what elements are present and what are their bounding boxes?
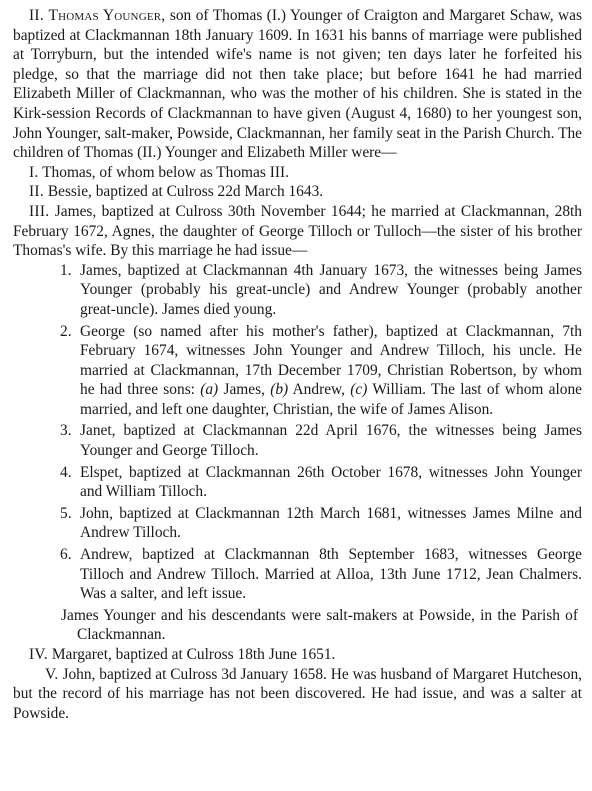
child-numeral: I. [29,163,39,181]
issue-text: James, [218,381,271,399]
issue-number: 1. [60,261,72,279]
issue-marker-a: (a) [200,381,219,399]
child-numeral: II. [29,183,44,201]
intro-name: Thomas Younger, [48,7,166,24]
issue-item-5 [60,504,582,543]
issue-text: John, baptized at Clackmannan 12th March 1681, witnesses James Milne and Andrew Tilloch. [80,504,582,542]
child-entry-2 [13,182,582,202]
intro-paragraph [13,6,582,163]
child-numeral: III. [29,202,50,220]
child-numeral: V. [45,665,59,683]
issue-number: 3. [60,422,72,440]
issue-marker-c: (c) [350,381,368,399]
child-entry-5 [13,665,582,724]
child-text: Thomas, of whom below as Thomas III. [38,163,289,181]
issue-item-4 [60,463,582,502]
issue-text: Andrew, baptized at Clackmannan 8th September 1683, witnesses George Tilloch and Andrew Tilloch. Married at Alloa, 13th June 1712, Jean Chalmers. Was a salter, and left issue. [80,546,582,603]
issue-text: George (so named after his mother's father), baptized at Clackmannan, 7th February 1674, witnesses John Younger and Andrew Tilloch, his uncle. He married at Clackmannan, 17th December 1709, Christian Robertson, by whom he had three sons: [80,322,582,399]
child-text: Margaret, baptized at Culross 18th June 1651. [48,646,336,663]
intro-numeral: II. [29,7,44,24]
issue-number: 6. [60,546,72,564]
child-entry-4 [13,645,582,665]
issue-number: 2. [60,322,72,340]
issue-item-3 [60,421,582,460]
issue-item-6 [60,545,582,604]
issue-marker-b: (b) [270,381,289,399]
child-entry-1 [13,163,582,183]
child-text: James, baptized at Culross 30th November 1644; he married at Clackmannan, 28th February 1672, Agnes, the daughter of George Tilloch or Tulloch—the sister of his brother Thomas's wife. By this marriage he had issue— [13,202,582,260]
issue-item-1 [60,261,582,320]
salt-makers-note: James Younger and his descendants were salt-makers at Powside, in the Parish of Clackmannan. [61,606,578,644]
issue-text: William. The last of whom alone married, and left one daughter, Christian, the wife of James Alison. [80,381,583,418]
issue-text: Janet, baptized at Clackmannan 22d April 1676, the witnesses being James Younger and George Tilloch. [80,422,582,460]
child-text: Bessie, baptized at Culross 22d March 1643. [44,183,324,201]
issue-text: James, baptized at Clackmannan 4th January 1673, the witnesses being James Younger (probably his great-uncle) and Andrew Younger (probably another great-uncle). James died young. [80,261,582,318]
child-numeral: IV. [29,646,49,663]
issue-text: Elspet, baptized at Clackmannan 26th October 1678, witnesses John Younger and William Tilloch. [80,463,582,501]
issue-list [13,261,582,604]
child-text: John, baptized at Culross 3d January 1658. He was husband of Margaret Hutcheson, but the record of his marriage has not been discovered. He had issue, and was a salter at Powside. [13,665,582,722]
issue-number: 5. [60,504,72,522]
issue-item-2 [60,322,582,420]
intro-text: son of Thomas (I.) Younger of Craigton and Margaret Schaw, was baptized at Clackmannan 18th January 1609. In 1631 his banns of marriage were published at Torryburn, but the intended wife's name is not given; ten days later he forfeited his pledge, so that the marriage did not then take place; but before 1641 he had married Elizabeth Miller of Clackmannan, who was the mother of his children. She is stated in the Kirk-session Records of Clackmannan to have given (August 4, 1680) to her youngest son, John Younger, salt-maker, Powside, Clackmannan, her family seat in the Parish Church. The children of Thomas (II.) Younger and Elizabeth Miller were— [13,7,582,162]
issue-text: Andrew, [288,381,351,399]
issue-number: 4. [60,463,72,481]
child-entry-3 [13,202,582,261]
